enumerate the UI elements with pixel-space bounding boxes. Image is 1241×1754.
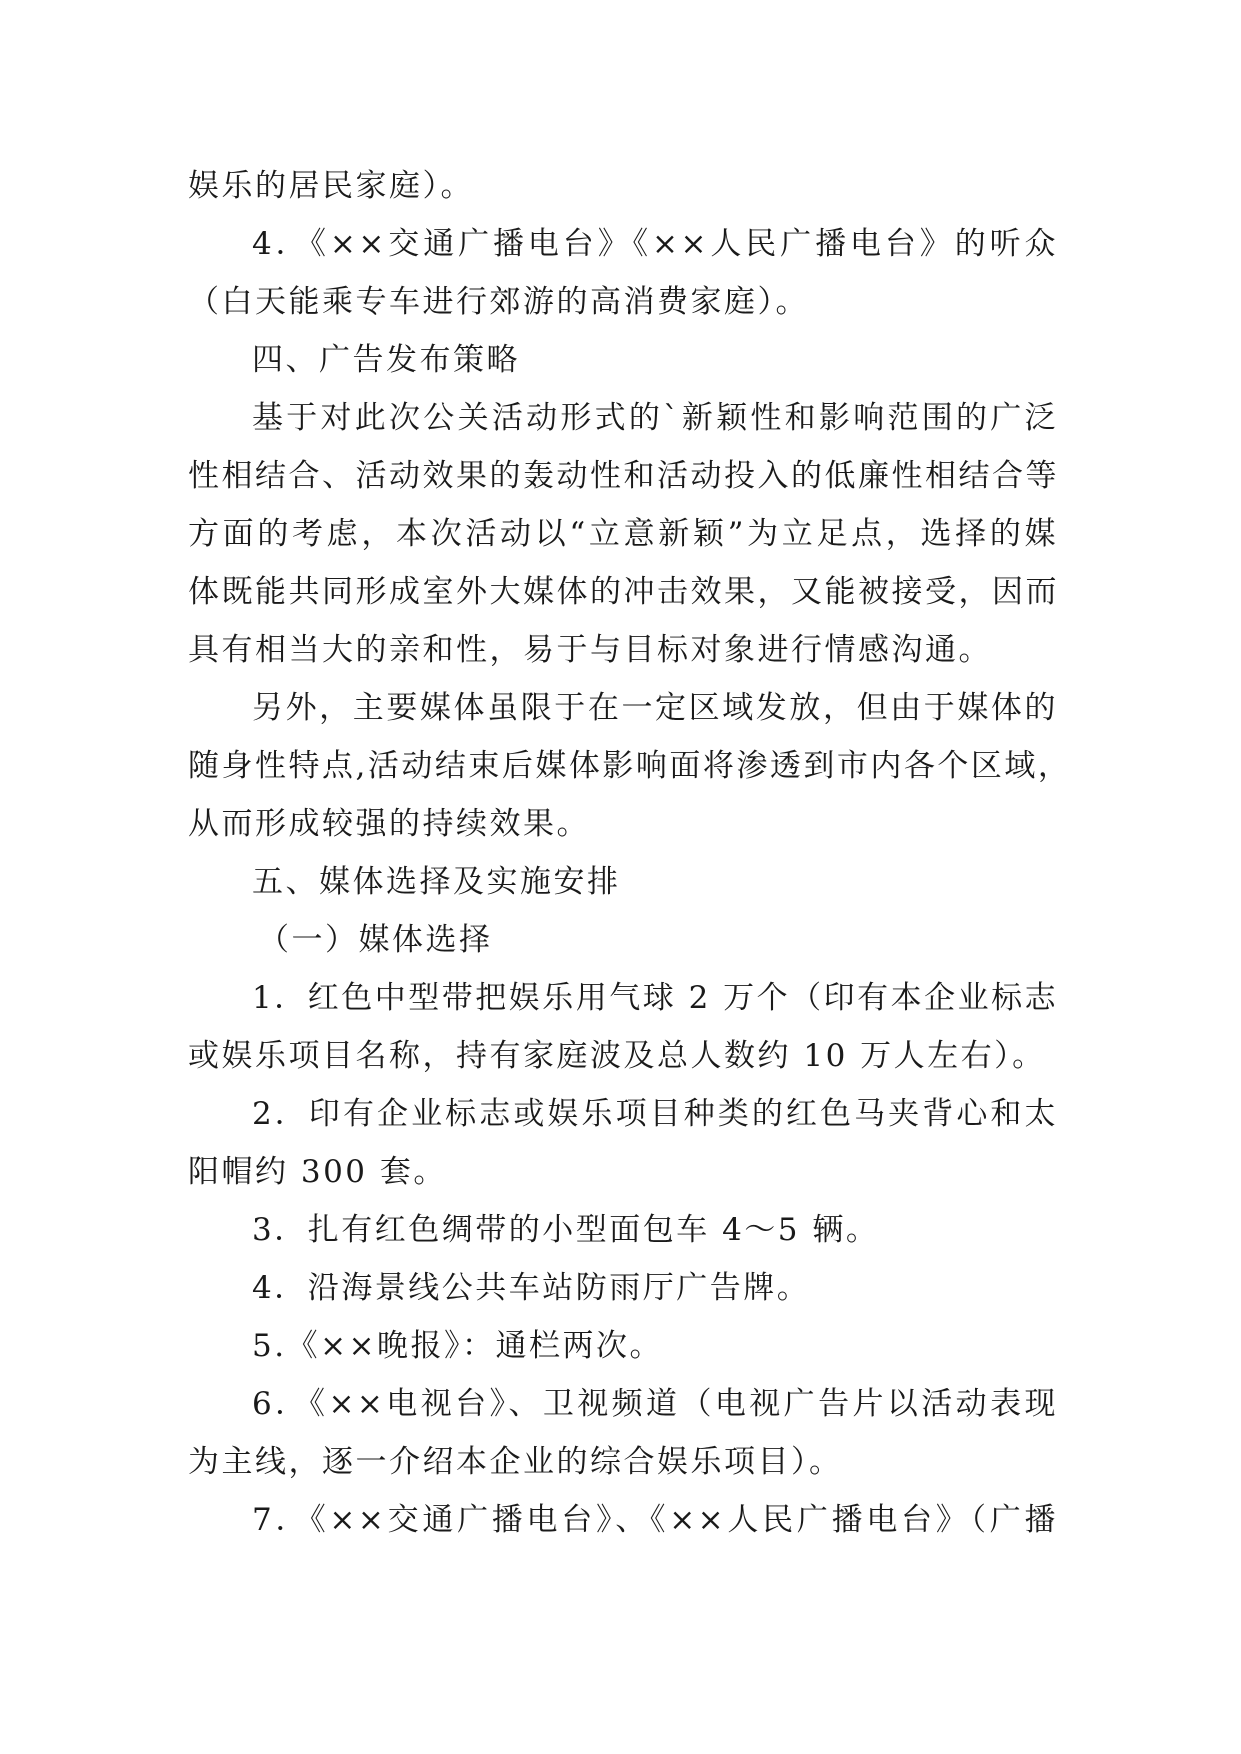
paragraph-line: 娱乐的居民家庭）。: [188, 168, 474, 204]
paragraph-line: 具有相当大的亲和性，易于与目标对象进行情感沟通。: [188, 632, 992, 668]
paragraph-line: 方面的考虑，本次活动以“立意新颖”为立足点，选择的媒: [188, 516, 1058, 552]
section-heading: 五、媒体选择及实施安排: [252, 864, 621, 900]
list-item-line: 为主线，逐一介绍本企业的综合娱乐项目）。: [188, 1444, 843, 1480]
list-item-line: 4．《××交通广播电台》《××人民广播电台》的听众: [252, 226, 1058, 262]
paragraph-line: 体既能共同形成室外大媒体的冲击效果，又能被接受，因而: [188, 574, 1059, 610]
section-heading: 四、广告发布策略: [252, 342, 520, 378]
paragraph-line: 从而形成较强的持续效果。: [188, 806, 590, 842]
list-item-line: 1．红色中型带把娱乐用气球 2 万个（印有本企业标志: [252, 980, 1059, 1016]
list-item-line: 5.《××晚报》：通栏两次。: [252, 1328, 664, 1364]
document-body: [188, 157, 1072, 1549]
paragraph-line: 另外，主要媒体虽限于在一定区域发放，但由于媒体的: [252, 690, 1058, 726]
list-item-line: 或娱乐项目名称，持有家庭波及总人数约 10 万人左右）。: [188, 1038, 1046, 1074]
list-item-line: 3．扎有红色绸带的小型面包车 4～5 辆。: [252, 1212, 880, 1248]
list-item-line: 阳帽约 300 套。: [188, 1154, 447, 1190]
paragraph-line: （白天能乘专车进行郊游的高消费家庭）。: [188, 284, 809, 320]
paragraph-line: 随身性特点,活动结束后媒体影响面将渗透到市内各个区域，: [188, 748, 1072, 784]
paragraph-line: 基于对此次公关活动形式的`新颖性和影响范围的广泛: [252, 400, 1058, 436]
list-item-line: 7．《××交通广播电台》、《××人民广播电台》（广播: [252, 1502, 1058, 1538]
list-item-line: 4．沿海景线公共车站防雨厅广告牌。: [252, 1270, 811, 1306]
list-item-line: 2．印有企业标志或娱乐项目种类的红色马夹背心和太: [252, 1096, 1058, 1132]
paragraph-line: 性相结合、活动效果的轰动性和活动投入的低廉性相结合等: [188, 458, 1059, 494]
subsection-heading: （一）媒体选择: [258, 922, 493, 958]
list-item-line: 6．《××电视台》、卫视频道（电视广告片以活动表现: [252, 1386, 1058, 1422]
